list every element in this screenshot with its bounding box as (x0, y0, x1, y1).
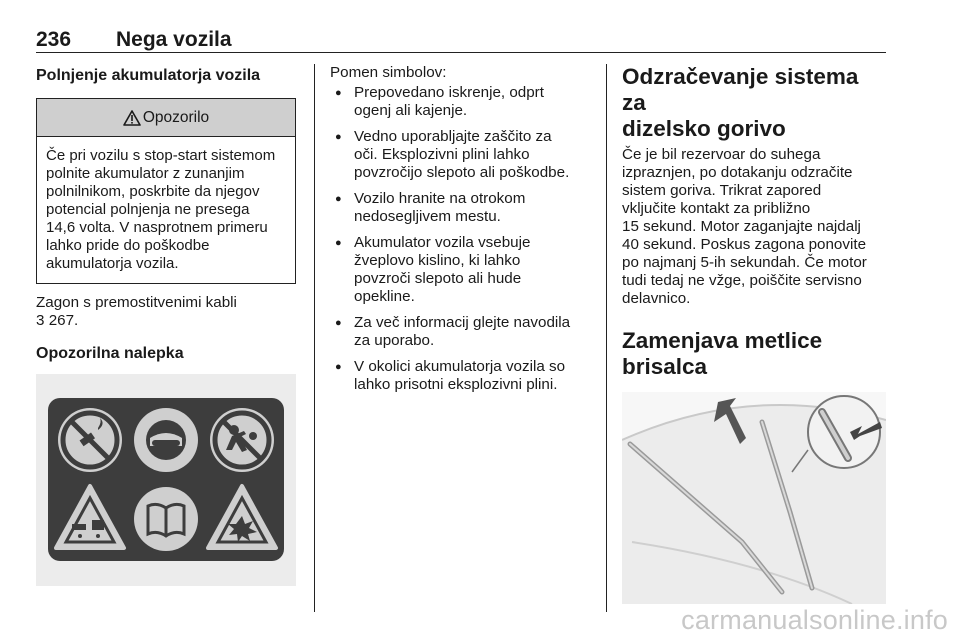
heading-line: dizelsko gorivo (622, 116, 786, 141)
manual-book-icon (134, 487, 198, 551)
column-divider (606, 64, 607, 612)
cross-reference (36, 294, 298, 330)
warning-box (36, 98, 296, 284)
list-item (330, 234, 590, 306)
page-number: 236 (36, 28, 72, 51)
section-heading-bleeding (622, 64, 886, 142)
list-item-line: ● Vedno uporabljajte zaščito za (354, 128, 552, 145)
list-item-line: ● Vozilo hranite na otrokom (354, 190, 526, 207)
keep-from-children-icon (210, 408, 274, 472)
paragraph-line: izpraznjen, po dotakanju odzračite (622, 164, 853, 181)
explosion-warning-icon (208, 486, 276, 548)
cross-reference-text: Zagon s premostitvenimi kabli (36, 294, 237, 311)
no-fire-icon (58, 408, 122, 472)
column-2 (330, 64, 590, 402)
cross-reference-link[interactable] (36, 312, 298, 330)
paragraph-line: Če je bil rezervoar do suhega (622, 146, 821, 163)
warning-header (37, 99, 295, 137)
paragraph-line: vključite kontakt za približno (622, 200, 811, 217)
list-item-line: povzroči slepoto ali hude (354, 270, 522, 287)
paragraph-line: 40 sekund. Poskus zagona ponovite (622, 236, 867, 253)
list-item-line: ● Za več informacij glejte navodila (354, 314, 571, 331)
acid-warning-icon (56, 486, 124, 548)
wiper-illustration (622, 392, 886, 604)
list-item-line: ● Prepovedano iskrenje, odprt (354, 84, 544, 101)
paragraph-line: delavnico. (622, 290, 691, 307)
list-item (330, 358, 590, 394)
column-3 (622, 64, 886, 604)
list-item-line: ogenj ali kajenje. (354, 102, 468, 119)
warning-line: akumulatorja vozila. (46, 255, 179, 272)
watermark: carmanualsonline.info (681, 605, 948, 635)
warning-label-symbols (48, 398, 284, 561)
warning-line: polnite akumulator z zunanjim (46, 165, 245, 182)
arrow-icon: 3 (36, 312, 45, 329)
heading-line: Odzračevanje sistema za (622, 64, 859, 115)
paragraph-line: 15 sekund. Motor zaganjajte najdalj (622, 218, 861, 235)
list-item (330, 190, 590, 226)
paragraph-line: sistem goriva. Trikrat zapored (622, 182, 822, 199)
list-item-line: povzročijo slepoto ali poškodbe. (354, 164, 570, 181)
list-item (330, 314, 590, 350)
warning-line: potencial polnjenja ne presega (46, 201, 250, 218)
paragraph-line: tudi tedaj ne vžge, poiščite servisno (622, 272, 862, 289)
list-item-line: za uporabo. (354, 332, 435, 349)
warning-line: 14,6 volta. V nasprotnem primeru (46, 219, 268, 236)
list-item-line: nedosegljivem mestu. (354, 208, 501, 225)
list-item-line: opekline. (354, 288, 415, 305)
page-header (36, 28, 886, 53)
bleeding-paragraph (622, 146, 886, 308)
section-heading-wiper: Zamenjava metlice brisalca (622, 328, 823, 379)
warning-text (37, 137, 295, 283)
paragraph-line: po najmanj 5-ih sekundah. Če motor (622, 254, 867, 271)
warning-triangle-icon (123, 110, 141, 126)
symbols-list (330, 84, 590, 394)
section-heading-charging: Polnjenje akumulatorja vozila (36, 67, 261, 84)
warning-line: Če pri vozilu s stop-start sistemom (46, 147, 276, 164)
list-item-line: lahko prisotni eksplozivni plini. (354, 376, 558, 393)
warning-title: Opozorilo (142, 108, 210, 126)
symbols-intro: Pomen simbolov: (330, 64, 447, 81)
list-item-line: oči. Eksplozivni plini lahko (354, 146, 530, 163)
list-item (330, 84, 590, 120)
column-divider (314, 64, 315, 612)
section-heading-label: Opozorilna nalepka (36, 345, 184, 362)
warning-label-panel (48, 398, 284, 561)
warning-line: polnilnikom, poskrbite da njegov (46, 183, 260, 200)
column-1 (36, 64, 298, 586)
list-item-line: ● Akumulator vozila vsebuje (354, 234, 531, 251)
list-item (330, 128, 590, 182)
list-item-line: ● V okolici akumulatorja vozila so (354, 358, 566, 375)
eye-protection-icon (134, 408, 198, 472)
warning-line: lahko pride do poškodbe (46, 237, 210, 254)
wiper-drawing (622, 392, 886, 604)
warning-label-image (36, 374, 296, 586)
list-item-line: žveplovo kislino, ki lahko (354, 252, 521, 269)
chapter-title: Nega vozila (116, 28, 232, 51)
cross-reference-page: 267. (48, 312, 79, 329)
